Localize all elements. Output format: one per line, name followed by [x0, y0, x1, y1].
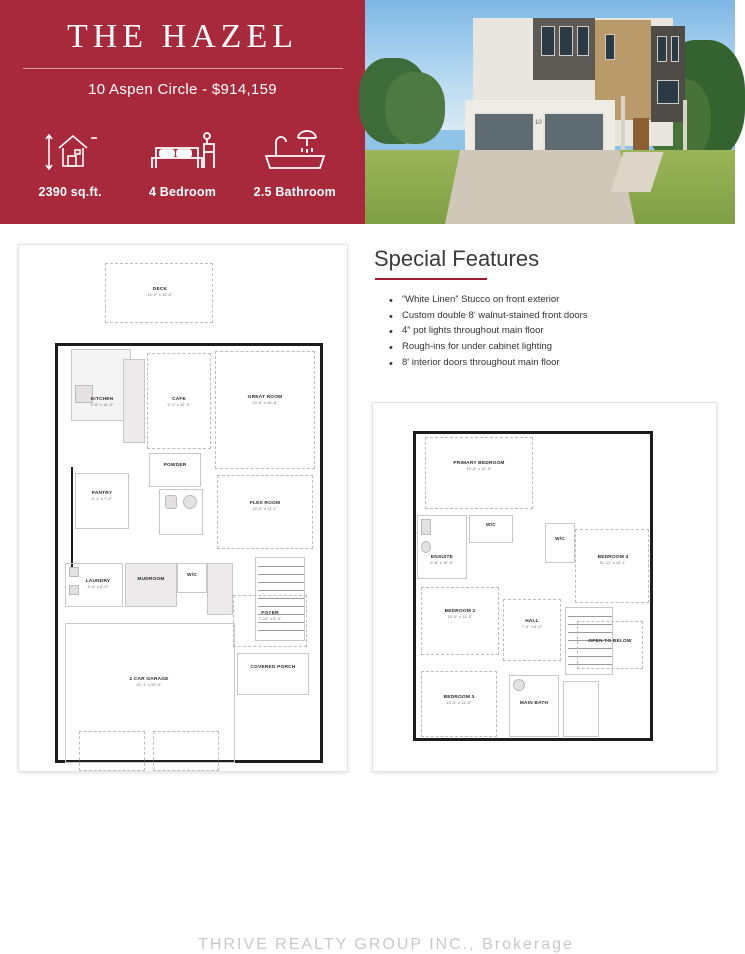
house-number: 10 — [535, 120, 542, 126]
wall2-bottom — [413, 738, 653, 741]
ensuite-tub-icon — [421, 519, 431, 535]
room-label-wic-primary: W/C — [486, 523, 496, 528]
bedroom-2 — [421, 587, 499, 655]
second-floor-drawing — [373, 403, 716, 771]
stat-label-bathrooms: 2.5 Bathroom — [253, 185, 336, 199]
house-area-icon — [15, 120, 125, 176]
features-heading: Special Features — [374, 246, 540, 271]
room-label-hall: HALL 7'-0" x 6'-0" — [521, 619, 543, 629]
closet — [207, 563, 233, 615]
room-label-laundry: LAUNDRY 5'-4" x 6'-0" — [85, 579, 111, 589]
main-floor-drawing — [19, 245, 347, 771]
kitchen-island — [123, 359, 145, 443]
stat-label-bedrooms: 4 Bedroom — [148, 185, 217, 199]
room-label-bedroom-4: BEDROOM 4 11'-11" x 10'-1" — [597, 555, 629, 565]
room-label-covered-porch: COVERED PORCH — [250, 665, 296, 670]
room-label-mudroom: MUDROOM — [137, 577, 165, 582]
tree-left-2 — [385, 72, 445, 144]
toilet-icon — [165, 495, 177, 509]
mudroom — [125, 563, 177, 607]
list-item: • “White Linen” Stucco on front exterior — [402, 292, 717, 308]
address-price: 10 Aspen Circle - $914,159 — [88, 81, 277, 98]
primary-wic — [469, 515, 513, 543]
garage-bay-1 — [79, 731, 145, 771]
room-label-wc: W/C — [187, 573, 197, 578]
second-floor-plan — [372, 402, 717, 772]
hall — [503, 599, 561, 661]
garage-bay-2 — [153, 731, 219, 771]
primary-bedroom — [425, 437, 533, 509]
header-brand-panel — [0, 0, 365, 224]
sink-icon — [183, 495, 197, 509]
flex-room — [217, 475, 313, 549]
room-label-main-bath: MAIN BATH — [519, 701, 549, 706]
room-label-open-to-below: OPEN TO BELOW — [588, 639, 632, 644]
wall-pantry-left — [71, 467, 73, 567]
room-label-bedroom-2: BEDROOM 2 10'-0" x 11'-0" — [444, 609, 476, 619]
room-label-garage: 2 CAR GARAGE 20'-1" x 20'-0" — [129, 677, 169, 687]
list-item: • 4” pot lights throughout main floor — [402, 323, 717, 339]
window-upper-3 — [577, 26, 589, 56]
room-label-cafe: CAFE 9'-1" x 12'-0" — [167, 397, 191, 407]
title-divider — [23, 68, 343, 69]
room-label-great-room: GREAT ROOM 13'-0" x 16'-6" — [247, 395, 283, 405]
main-floor-plan — [18, 244, 348, 772]
features-list — [372, 292, 717, 370]
window-upper-4 — [605, 34, 615, 60]
room-label-powder: POWDER — [163, 463, 187, 468]
washer-icon — [69, 567, 79, 577]
room-label-flex-room: FLEX ROOM 13'-0" x 11'-1" — [249, 501, 281, 511]
wc-room-2 — [545, 523, 575, 563]
room-label-ensuite: ENSUITE 9'-8" x 10'-0" — [430, 555, 454, 565]
open-to-below — [577, 621, 643, 669]
window-upper-1 — [541, 26, 555, 56]
room-label-foyer: FOYER 7'-10" x 9'-0" — [258, 611, 282, 621]
bed-icon — [127, 120, 237, 176]
powder-room — [149, 453, 201, 487]
ensuite-sink-icon — [421, 541, 431, 553]
room-label-bedroom-3: BEDROOM 3 10'-0" x 11'-0" — [443, 695, 475, 705]
window-upper-2 — [559, 26, 573, 56]
room-label-kitchen: KITCHEN 9'-8" x 16'-0" — [90, 397, 114, 407]
list-item: • 8' interior doors throughout main floor — [402, 355, 717, 371]
great-room — [215, 351, 315, 469]
window-right-3 — [657, 80, 679, 104]
room-label-deck: DECK 12'-0" x 10'-0" — [147, 287, 173, 297]
stat-bedrooms — [127, 120, 237, 199]
bedroom-4 — [575, 529, 649, 603]
room-label-wc-2: W/C — [555, 537, 565, 542]
wall2-right — [650, 431, 653, 741]
header — [0, 0, 735, 224]
stats-row — [0, 120, 365, 199]
driveway — [445, 150, 635, 224]
exterior-photo — [365, 0, 735, 224]
wall-right — [320, 343, 323, 763]
wall2-top — [413, 431, 653, 434]
stat-label-sqft: 2390 sq.ft. — [38, 185, 102, 199]
window-right-1 — [657, 36, 667, 62]
special-features — [372, 246, 717, 370]
linen-closet — [563, 681, 599, 737]
content-area — [0, 224, 735, 953]
wall2-left — [413, 431, 416, 741]
covered-porch — [237, 653, 309, 695]
features-divider — [375, 278, 487, 280]
list-item: • Rough-ins for under cabinet lighting — [402, 339, 717, 355]
list-item: • Custom double 8' walnut-stained front doors — [402, 308, 717, 324]
window-right-2 — [671, 36, 679, 62]
room-label-primary-bedroom: PRIMARY BEDROOM 15'-3" x 12'-0" — [453, 461, 505, 471]
stat-bathrooms — [240, 120, 350, 199]
wall-top — [55, 343, 323, 346]
bathtub-icon — [240, 120, 350, 176]
page-title: THE HAZEL — [66, 18, 298, 55]
main-bath-sink-icon — [513, 679, 525, 691]
room-label-pantry: PANTRY 5'-1" x 7'-0" — [91, 491, 113, 501]
watermark: THRIVE REALTY GROUP INC., Brokerage — [198, 936, 574, 953]
stat-square-footage — [15, 120, 125, 199]
wall-left — [55, 343, 58, 763]
